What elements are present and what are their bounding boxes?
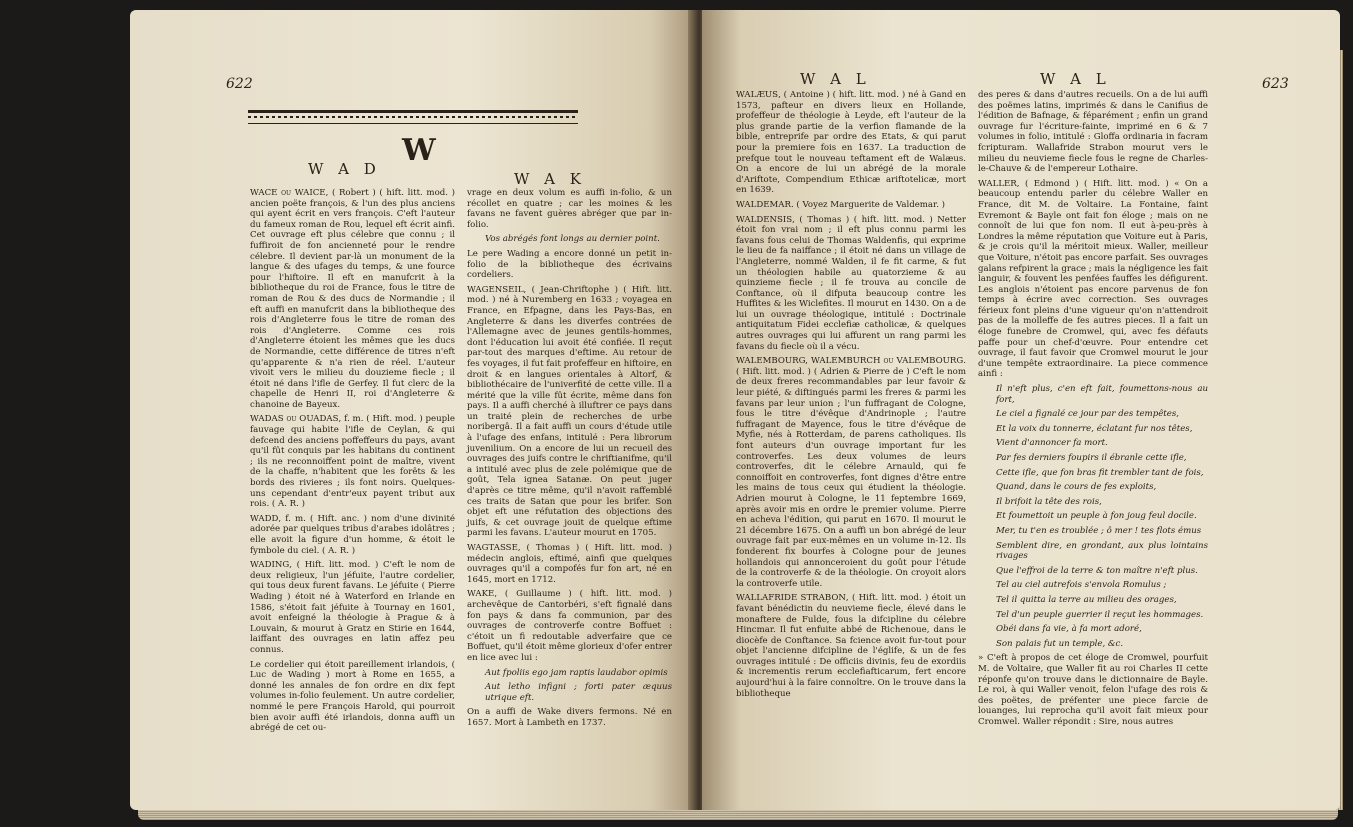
entry-text: , ( Guillaume ) ( hift. litt. mod. ) archevêque de Cantorbéri, s'eft fignalé dans fon pays & dans fa communion, par des ouvrages de controverfe contre Boffuet : c'étoit un fi redoutable adverfaire que ce Boffuet, qu'il étoit même glorieux d'ofer entrer en lice avec lui :	[467, 589, 672, 663]
entry-paragraph	[736, 356, 966, 589]
entry-paragraph	[736, 593, 966, 699]
entry-headword: WALLER	[978, 178, 1017, 189]
verse-line: Le ciel a fignalé ce jour par des tempêtes,	[996, 409, 1179, 420]
left-running-head-2: W A K	[514, 170, 586, 188]
entry-paragraph	[467, 188, 672, 230]
verse-line: Aut letho infigni ; forti pater æquus utrique eft.	[485, 682, 672, 703]
entry-text: , ( Hift. litt. mod. ) C'eft le nom de deux religieux, l'un jéfuite, l'autre cordelier, qui tous deux furent favans. Le jéfuite ( Pierre Wading ) étoit né à Waterford en Irlande en 1586, s'étoit fait jéfuite à Tournay en 1601, avoit enfeigné la théologie à Prague & à Louvain, & mourut à Gratz en Stirie en 1644, laiffant des ouvrages en latin affez peu connus.	[250, 560, 455, 655]
verse-line: Mer, tu t'en es troublée ; ô mer ! tes flots émus	[996, 525, 1202, 536]
verse-line: Il brifoit la tête des rois,	[996, 496, 1102, 507]
entry-headword: WACE ou WAICE	[250, 188, 326, 198]
entry-headword: WALDENSIS	[736, 214, 793, 225]
entry-text: , ( Antoine ) ( hift. litt. mod. ) né à Gand en 1573, pafteur en divers lieux en Hollande, profeffeur de théologie à Leyde, eft l'auteur de la plus grande partie de la verfion flamande de la bible, entreprife par ordre des Etats, & qui parut pour la premiere fois en 1637. La traduction de prefque tout le nouveau teftament eft de Walæus. On a encore de lui un abrégé de la morale d'Ariftote, Compendium Ethicæ ariftotelicæ, mort en 1639.	[736, 90, 966, 196]
entry-text: » C'eft à propos de cet éloge de Cromwel, pourfuit M. de Voltaire, que Waller fit au roi Charles II cette réponfe qu'on trouve dans le dictionnaire de Bayle. Le roi, à qui Waller venoit, felon l'ufage des rois & des poëtes, de préfenter une piece farcie de louanges, lui reprocha qu'il avoit fait mieux pour Cromwel. Waller répondit : Sire, nous autres	[978, 653, 1208, 727]
entry-paragraph	[978, 179, 1208, 380]
entry-paragraph	[978, 653, 1208, 727]
entry-text: , ( Jean-Chriftophe ) ( Hift. litt. mod. ) né à Nuremberg en 1633 ; voyagea en France, en Efpagne, dans les Pays-Bas, en Angleterre & dans les diverfes contrées de l'Allemagne avec de jeunes gentils-hommes, dont l'éducation lui avoit été confiée. Il reçut par-tout des marques d'eftime. Au retour de fes voyages, il fut fait profeffeur en hiftoire, en droit & en langues orientales à Altorf, & bibliothécaire de l'univerfité de cette ville. Il a mérité que la ville fût écrite, même dans fon pays. Il a auffi cherché à illuftrer ce pays dans un traité plein de recherches de urbe noribergâ. Il a fait auffi un cours d'étude utile à l'ufage des enfans, intitulé : Pera librorum juvenilium. On a encore de lui un recueil des ouvrages des juifs contre le chriftianifme, qu'il a intitulé avec plus de zele polémique que de goût, Tela ignea Satanæ. On peut juger d'après ce titre même, qu'il n'avoit raffemblé ces traits de Satan que pour les brifer. Son objet eft une réfutation des objections des juifs, & cet ouvrage jouit de quelque eftime parmi les favans. L'auteur mourut en 1705.	[467, 284, 672, 539]
entry-headword: WALDEMAR	[736, 199, 791, 210]
entry-headword: WAGENSEIL	[467, 284, 524, 295]
right-running-head-1: W A L	[800, 70, 871, 88]
verse-line: Quand, dans le cours de fes exploits,	[996, 482, 1157, 493]
verse-line: Vos abrégés font longs au dernier point.	[485, 234, 660, 245]
entry-paragraph	[736, 200, 966, 211]
entry-headword: WADAS ou OUADAS	[250, 414, 339, 425]
entry-paragraph	[250, 414, 455, 509]
entry-headword: WADD	[250, 513, 279, 524]
entry-headword: WALEMBOURG, WALEMBURCH ou VALEMBOURG	[736, 356, 964, 367]
right-running-head-2: W A L	[1040, 70, 1111, 88]
entry-text: Le pere Wading a encore donné un petit in-folio de la bibliotheque des écrivains cordeliers.	[467, 248, 672, 281]
left-page	[130, 10, 695, 810]
entry-paragraph	[467, 249, 672, 281]
left-column-2	[467, 188, 672, 788]
left-page-number: 622	[226, 76, 253, 92]
verse-line: Semblent dire, en grondant, aux plus lointains rivages	[996, 540, 1208, 562]
entry-text: . ( Voyez Marguerite de Valdemar. )	[790, 199, 946, 210]
entry-paragraph	[736, 215, 966, 353]
entry-paragraph	[978, 90, 1208, 175]
entry-text: des peres & dans d'autres recueils. On a de lui auffi des poëmes latins, imprimés & dans le Canifius de l'édition de Bafnage, & féparément ; enfin un grand ouvrage fur l'écriture-fainte, imprimé en 6 & 7 volumes in folio, intitulé : Gloffa ordinaria in facram fcripturam. Wallafride Strabon mourut vers le milieu du neuvieme fiecle fous le regne de Charles-le-Chauve & de l'empereur Lothaire.	[978, 90, 1208, 175]
entry-text: vrage en deux volum es auffi in-folio, & un récollet en quatre ; car les moines & les favans ne favent guères abréger que par in-folio.	[467, 188, 672, 230]
entry-text: , ( Robert ) ( hift. litt. mod. ) ancien poëte françois, & l'un des plus anciens qui ayent écrit en vers françois. C'eft l'auteur du fameux roman de Rou, lequel eft écrit ainfi. Cet ouvrage eft plus célebre que connu ; il fuffiroit de fon ancienneté pour le rendre célebre. Il devient par-là un monument de la langue & des ufages du temps, & une fource pour l'hiftoire. Il eft en manufcrit à la bibliotheque du roi de France, fous le titre de roman de Rou & des ducs de Normandie ; il eft auffi en manufcrit dans la bibliotheque des rois d'Angleterre fous le titre de roman des rois d'Angleterre. Comme ces rois d'Angleterre étoient les mêmes que les ducs de Normandie, cette différence de titres n'eft qu'apparente & n'a rien de réel. L'auteur vivoit vers le milieu du douzieme fiecle ; il étoit né dans l'ifle de Gerfey. Il fut clerc de la chapelle de Henri II, roi d'Angleterre & chanoine de Bayeux.	[250, 188, 455, 410]
verse-line: Tel d'un peuple guerrier il reçut les hommages.	[996, 609, 1204, 620]
right-page-number: 623	[1262, 76, 1289, 92]
entry-text: Le cordelier qui étoit pareillement irlandois, ( Luc de Wading ) mort à Rome en 1655, a donné les annales de fon ordre en dix fept volumes in-folio feulement. Un autre cordelier, nommé le pere François Harold, qui pourroit bien avoir auffi été irlandois, donna auffi un abrégé de cet ou-	[250, 659, 455, 734]
entry-headword: WALLAFRIDE STRABON	[736, 593, 846, 604]
entry-text: , ( Hift. litt. mod. ) étoit un favant bénédictin du neuvieme fiecle, élevé dans le monaftere de Fulde, fous la difcipline du célebre Hincmar. Il fut enfuite abbé de Richenoue, dans le diocèfe de Conftance. Sa fcience avoit fur-tout pour objet l'ancienne difcipline de l'églife, & un de fes ouvrages intitulé : De officiis divinis, feu de exordiis & incrementis rerum ecclefiafticarum, fert encore aujourd'hui à la faire connoître. On le trouve dans la bibliotheque	[736, 593, 967, 699]
entry-paragraph	[467, 707, 672, 728]
verse-line: Que l'effroi de la terre & ton maître n'eft plus.	[996, 565, 1198, 576]
entry-text: . ( Hift. litt. mod. ) ( Adrien & Pierre de ) C'eft le nom de deux freres recommandables par leur favoir & leur piété, & diftingués parmi les freres & parmi les favans par leur union ; l'un fuffragant de Cologne, fous le titre d'évêque d'Andrinople ; l'autre fuffragant de Mayence, fous le titre d'évêque de Myfie, nés à Rotterdam, de parens catholiques. Ils font auteurs d'un ouvrage important fur les controverfes. Les deux volumes de leurs controverfes, dit le célebre Arnauld, qui fe connoiffoit en controverfes, font dignes d'être entre les mains de tous ceux qui étudient la théologie. Adrien mourut à Cologne, le 11 feptembre 1669, après avoir mis en ordre le premier volume. Pierre en acheva l'édition, qui parut en 1670. Il mourut le 21 décembre 1675. On a auffi un bon abrégé de leur ouvrage fait par eux-mêmes en un volume in-12. Ils fonderent fix bourfes à Cologne pour de jeunes hollandois qui annonceroient du goût pour l'étude de la controverfe & de la théologie. On croyoit alors la controverfe utile.	[736, 356, 966, 589]
verse-line: Tel il quitta la terre au milieu des orages,	[996, 594, 1177, 605]
verse-line: Son palais fut un temple, &c.	[996, 638, 1124, 649]
verse-line: Par fes derniers foupirs il ébranle cette ifle,	[996, 453, 1187, 463]
verse-line: Et foumettoit un peuple à fon joug feul docile.	[996, 511, 1197, 522]
open-book	[130, 10, 1340, 822]
entry-text: , ( Thomas ) ( Hift. litt. mod. ) médecin anglois, eftimé, ainfi que quelques ouvrages qu'il a compofés fur fon art, né en 1645, mort en 1712.	[467, 543, 672, 585]
section-letter: W	[402, 133, 436, 168]
verse-line: Aut fpoliis ego jam raptis laudabor opimis	[485, 667, 668, 678]
entry-text: On a auffi de Wake divers fermons. Né en 1657. Mort à Lambeth en 1737.	[467, 707, 672, 728]
entry-paragraph	[467, 285, 672, 539]
entry-paragraph	[467, 589, 672, 663]
entry-text: , ( Edmond ) ( Hift. litt. mod. ) « On a beaucoup entendu parler du célebre Waller en France, dit M. de Voltaire. La Fontaine, faint Evremont & Bayle ont fait fon éloge ; mais on ne connoît de lui que fon nom. Il eut à-peu-près à Londres la même réputation que Voiture eut à Paris, & je crois qu'il la méritoit mieux. Waller, meilleur que Voiture, n'étoit pas encore parfait. Ses ouvrages galans refpirent la grace ; mais la négligence les fait languir, & fouvent les penfées fauffes les défigurent. Les anglois n'étoient pas encore parvenus de fon temps à écrire avec correction. Ses ouvrages férieux font pleins d'une vigueur qu'on n'attendroit pas de la molleffe de fes autres pieces. Il a fait un éloge funebre de Cromwel, qui, avec fes défauts paffe pour un chef-d'œuvre. Pour entendre cet ouvrage, il faut favoir que Cromwel mourut le jour d'une tempête extraordinaire. La piece commence ainfi :	[978, 178, 1208, 380]
entry-paragraph	[250, 188, 455, 410]
verse-line: Obéi dans fa vie, à fa mort adoré,	[996, 624, 1142, 635]
right-page	[702, 10, 1340, 810]
entry-paragraph	[250, 560, 455, 655]
verse-line: Et la voix du tonnerre, éclatant fur nos têtes,	[996, 423, 1193, 434]
right-column-2	[978, 90, 1208, 800]
ornamental-rule	[248, 110, 578, 124]
entry-headword: WALÆUS	[736, 90, 779, 100]
entry-headword: WADING	[250, 560, 290, 571]
left-running-head-1: W A D	[308, 160, 381, 178]
entry-headword: WAGTASSE	[467, 543, 518, 553]
left-column-1	[250, 188, 455, 788]
entry-paragraph	[467, 543, 672, 585]
verse-line: Vient d'annoncer fa mort.	[996, 438, 1108, 449]
entry-text: , f. m. ( Hift. mod. ) peuple fauvage qui habite l'ifle de Ceylan, & qui defcend des anciens poffeffeurs du pays, avant qu'il fût conquis par les habitans du continent ; ils ne reconnoiffent point de maître, vivent de la chaffe, n'habitent que les forêts & les bords des rivieres ; ils font noirs. Quelques-uns cependant d'entr'eux payent tribut aux rois. ( A. R. )	[250, 414, 456, 510]
entry-paragraph	[250, 660, 455, 734]
verse-line: Cette ifle, que fon bras fit trembler tant de fois,	[996, 467, 1204, 478]
entry-paragraph	[250, 514, 455, 556]
verse-line: Il n'eft plus, c'en eft fait, foumettons-nous au fort,	[996, 384, 1208, 405]
entry-text: , ( Thomas ) ( hift. litt. mod. ) Netter étoit fon vrai nom ; il eft plus connu parmi les favans fous celui de Thomas Waldenfis, qui exprime le lieu de fa naiffance ; il étoit né dans un village de l'Angleterre, nommé Walden, il fe fit carme, & fut un théologien habile au quatorzieme & au quinzieme fiecle ; il fe trouva au concile de Conftance, où il difputa beaucoup contre les Huffites & les Wiclefites. Il mourut en 1430. On a de lui un ouvrage théologique, intitulé : Doctrinale antiquitatum Fidei ecclefiæ catholicæ, & quelques autres ouvrages qui lui affurent un rang parmi les favans du fiecle où il a vécu.	[736, 214, 966, 352]
entry-headword: WAKE	[467, 589, 495, 600]
entry-text: , f. m. ( Hift. anc. ) nom d'une divinité adorée par quelques tribus d'arabes idolâtres ; elle avoit la figure d'un homme, & étoit le fymbole du ciel. ( A. R. )	[250, 513, 455, 556]
right-column-1	[736, 90, 966, 800]
entry-paragraph	[736, 90, 966, 196]
verse-line: Tel au ciel autrefois s'envola Romulus ;	[996, 580, 1167, 591]
